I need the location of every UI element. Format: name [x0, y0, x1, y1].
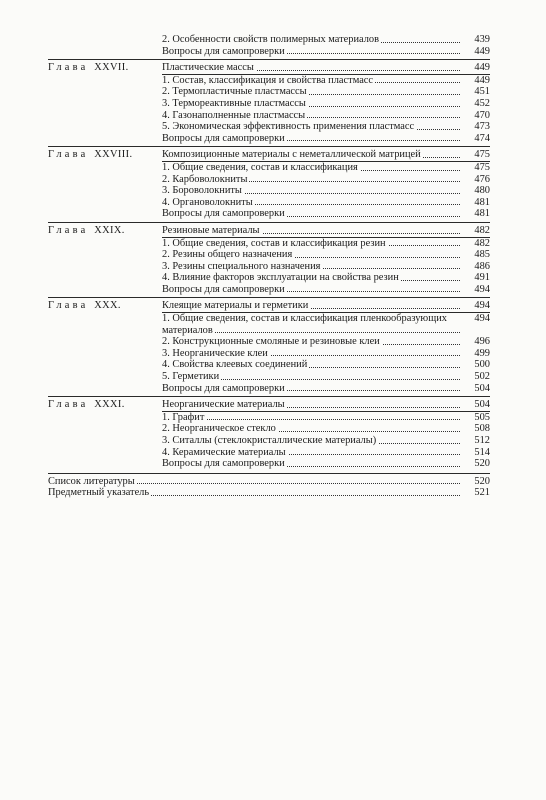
toc-entry — [162, 249, 490, 261]
toc-entry — [162, 121, 490, 133]
entry-title: 4. Газонаполненные пластмассы — [162, 109, 306, 121]
page-number: 486 — [462, 261, 490, 273]
toc-entry — [162, 284, 490, 296]
entry-title: 5. Экономическая эффективность применения пластмасс — [162, 121, 415, 133]
toc-entry — [162, 336, 490, 348]
toc-entry — [162, 34, 490, 46]
page-number: 491 — [462, 272, 490, 284]
page-number: 449 — [462, 75, 490, 87]
toc-entry — [162, 75, 490, 87]
table-of-contents — [48, 34, 490, 499]
entry-title: 2. Резины общего назначения — [162, 249, 293, 261]
page-number: 504 — [462, 383, 490, 395]
page-number: 470 — [462, 110, 490, 122]
chapter-entries — [162, 75, 490, 145]
page-number: 480 — [462, 185, 490, 197]
entry-title: 4. Керамические материалы — [162, 446, 286, 458]
page-number: 502 — [462, 371, 490, 383]
chapter-section — [48, 146, 490, 220]
chapter-entries — [162, 162, 490, 220]
entry-title: 1. Графит — [162, 411, 205, 423]
page-number: 504 — [462, 399, 490, 411]
toc-entry — [162, 412, 490, 424]
page-number: 449 — [462, 62, 490, 74]
toc-entry — [48, 476, 490, 488]
page-number: 494 — [462, 313, 490, 325]
page-number: 439 — [462, 34, 490, 46]
toc-entry — [162, 133, 490, 145]
toc-entry — [162, 435, 490, 447]
toc-entry — [162, 383, 490, 395]
chapter-word: Глава — [48, 224, 89, 236]
chapter-title: Клеящие материалы и герметики — [162, 300, 309, 312]
chapter-word: Глава — [48, 62, 89, 74]
entry-title: Вопросы для самопроверки — [162, 283, 285, 295]
page-number: 494 — [462, 300, 490, 312]
page-number: 474 — [462, 133, 490, 145]
chapter-word: Глава — [48, 300, 89, 312]
entry-title: Вопросы для самопроверки — [162, 208, 285, 220]
chapter-title-row — [162, 399, 490, 411]
toc-entry — [162, 162, 490, 174]
page-number: 481 — [462, 208, 490, 220]
chapter-section — [48, 297, 490, 394]
toc-entry — [162, 261, 490, 273]
entry-title: 4. Органоволокниты — [162, 196, 253, 208]
toc-entry — [162, 313, 490, 336]
entry-title: 1. Общие сведения, состав и классификация — [162, 161, 358, 173]
chapter-section — [48, 396, 490, 470]
chapter-label — [48, 399, 162, 411]
entry-title: 2. Термопластичные пластмассы — [162, 86, 307, 98]
entry-title: 3. Резины специального назначения — [162, 260, 321, 272]
chapter-section — [48, 59, 490, 144]
entry-title: Вопросы для самопроверки — [162, 45, 285, 57]
chapter-number: XXVII. — [94, 62, 129, 74]
chapter-entries — [162, 238, 490, 296]
page-number: 449 — [462, 46, 490, 58]
chapter-number: XXX. — [94, 300, 121, 312]
entry-title: 2. Карбоволокниты — [162, 173, 248, 185]
chapter-number: XXXI. — [94, 399, 125, 411]
page-number: 475 — [462, 149, 490, 161]
page-number: 451 — [462, 86, 490, 98]
entry-title: 3. Неорганические клеи — [162, 347, 268, 359]
toc-entry — [162, 371, 490, 383]
toc-entry — [162, 98, 490, 110]
page-number: 482 — [462, 225, 490, 237]
page-number: 482 — [462, 238, 490, 250]
page-number: 512 — [462, 435, 490, 447]
chapter-title: Неорганические материалы — [162, 399, 285, 411]
toc-entry — [162, 458, 490, 470]
page-number: 520 — [462, 458, 490, 470]
chapter-number: XXIX. — [94, 224, 125, 236]
entry-title: 4. Свойства клеевых соединений — [162, 359, 308, 371]
chapter-entries — [162, 313, 490, 394]
toc-entry — [162, 174, 490, 186]
toc-entry — [162, 447, 490, 459]
toc-entry — [162, 86, 490, 98]
entry-title: Вопросы для самопроверки — [162, 132, 285, 144]
page-number: 514 — [462, 447, 490, 459]
chapter-entries — [162, 412, 490, 470]
entry-title: 2. Особенности свойств полимерных материалов — [162, 34, 380, 45]
page-number: 481 — [462, 197, 490, 209]
entry-title: 4. Влияние факторов эксплуатации на свойства резин — [162, 272, 399, 284]
entry-title: 1. Общие сведения, состав и классификация пленкообразующих материалов — [162, 313, 447, 336]
toc-entry — [162, 423, 490, 435]
toc-entry — [162, 238, 490, 250]
entry-title: 3. Ситаллы (стеклокристаллические материалы) — [162, 435, 377, 446]
chapter-section — [48, 222, 490, 296]
page-number: 521 — [462, 487, 490, 499]
toc-entry — [48, 487, 490, 499]
page-number: 500 — [462, 359, 490, 371]
page-number: 505 — [462, 412, 490, 424]
page-number: 499 — [462, 348, 490, 360]
entry-title: 5. Герметики — [162, 371, 220, 383]
entry-title: Вопросы для самопроверки — [162, 458, 285, 470]
toc-entry — [162, 359, 490, 371]
page-number: 520 — [462, 476, 490, 488]
chapter-title-row — [162, 149, 490, 161]
page-number: 473 — [462, 121, 490, 133]
entry-title: Вопросы для самопроверки — [162, 382, 285, 394]
entry-title: 1. Состав, классификация и свойства пластмасс — [162, 74, 374, 86]
toc-entry — [162, 272, 490, 284]
chapter-word: Глава — [48, 399, 89, 411]
chapter-title-row — [162, 300, 490, 312]
chapter-number: XXVIII. — [94, 149, 133, 161]
entry-title: 2. Неорганическое стекло — [162, 423, 276, 435]
toc-entry — [162, 197, 490, 209]
entry-title: Список литературы — [48, 475, 135, 487]
prelude-entries — [162, 34, 490, 57]
page-number: 476 — [462, 174, 490, 186]
toc-entry — [162, 348, 490, 360]
entry-title: 3. Бороволокниты — [162, 185, 242, 197]
toc-entry — [162, 185, 490, 197]
toc-entry — [162, 208, 490, 220]
chapter-title: Резиновые материалы — [162, 224, 260, 236]
chapter-title-row — [162, 62, 490, 74]
back-matter — [48, 473, 490, 499]
chapter-word: Глава — [48, 149, 89, 161]
chapter-label — [48, 149, 162, 161]
entry-title: 3. Термореактивные пластмассы — [162, 97, 306, 109]
page-number: 496 — [462, 336, 490, 348]
toc-entry — [162, 46, 490, 58]
entry-title: Предметный указатель — [48, 487, 150, 499]
chapter-label — [48, 300, 162, 312]
toc-entry — [162, 110, 490, 122]
page-number: 508 — [462, 423, 490, 435]
entry-title: 1. Общие сведения, состав и классификация резин — [162, 237, 386, 249]
page-number: 475 — [462, 162, 490, 174]
page-number: 494 — [462, 284, 490, 296]
chapter-title: Композиционные материалы с неметаллической матрицей — [162, 149, 421, 161]
page-number: 485 — [462, 249, 490, 261]
entry-title: 2. Конструкционные смоляные и резиновые клеи — [162, 336, 380, 348]
chapter-title: Пластические массы — [162, 62, 254, 74]
chapter-label — [48, 62, 162, 74]
leader-dots — [162, 419, 460, 420]
chapter-title-row — [162, 225, 490, 237]
chapter-label — [48, 225, 162, 237]
page-number: 452 — [462, 98, 490, 110]
